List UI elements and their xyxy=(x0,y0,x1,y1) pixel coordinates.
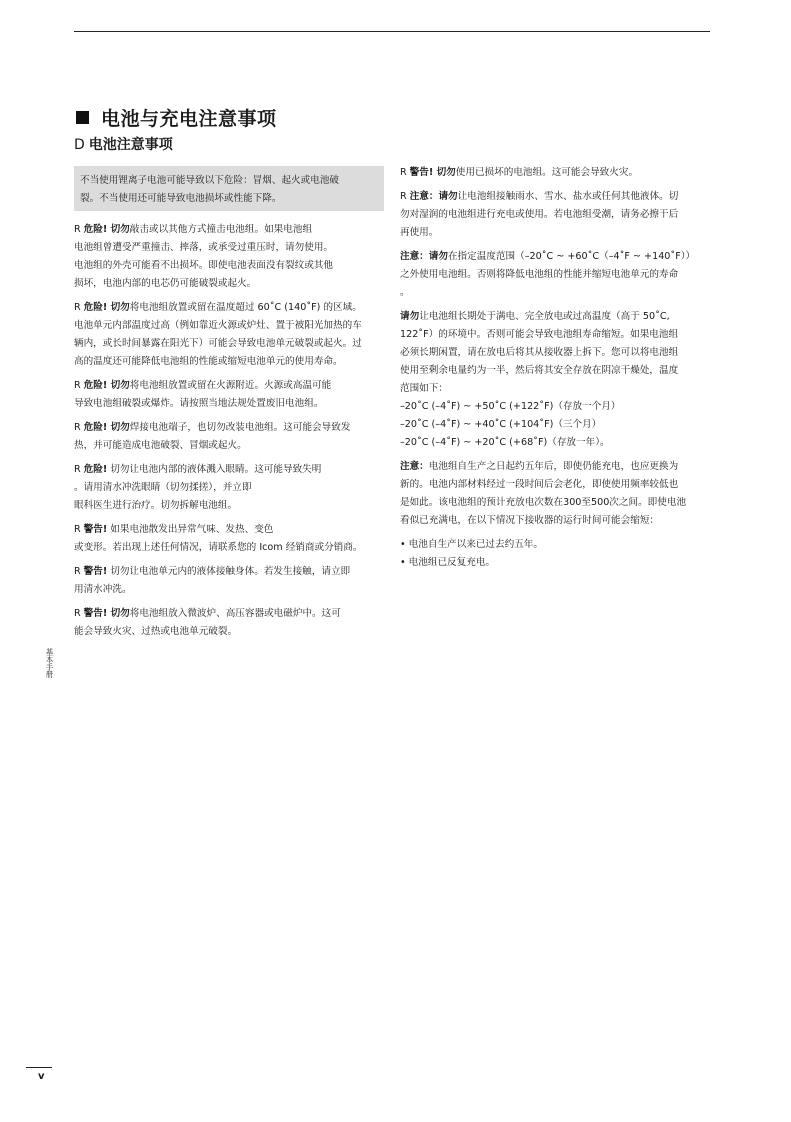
paragraph-line xyxy=(74,623,384,641)
warning-label: 警告! xyxy=(83,524,108,535)
paragraph-line xyxy=(74,377,384,395)
paragraph xyxy=(74,521,384,557)
paragraph-text: 电池组曾遭受严重撞击、摔落，或承受过重压时，请勿使用。 xyxy=(74,242,334,253)
paragraph-line xyxy=(74,521,384,539)
warning-marker: R xyxy=(400,167,407,178)
paragraph-text: 电池组自生产之日起约五年后，即使仍能充电，也应更换为 xyxy=(428,461,679,472)
warning-label: 注意： xyxy=(400,461,429,472)
paragraph-text: 将电池组放置或留在温度超过 60˚C (140˚F) 的区域。 xyxy=(129,302,362,313)
paragraph-text: 将电池组放置或留在火源附近。火源或高温可能 xyxy=(129,380,332,391)
paragraph-text: 用清水冲洗。 xyxy=(74,584,132,595)
paragraph-line xyxy=(74,605,384,623)
bullet-dot-icon: • xyxy=(400,557,406,568)
warning-label: 注意：请勿 xyxy=(400,251,448,262)
warning-label: 警告! xyxy=(83,566,108,577)
paragraph-line xyxy=(400,380,710,398)
paragraph-line xyxy=(400,344,710,362)
paragraph-line xyxy=(74,257,384,275)
paragraph-text: 再使用。 xyxy=(400,227,439,238)
paragraph-text: 看似已充满电，在以下情况下接收器的运行时间可能会缩短： xyxy=(400,515,660,526)
page-number: v xyxy=(38,1071,45,1082)
paragraph-line xyxy=(400,164,710,182)
paragraph xyxy=(74,299,384,371)
paragraph-text: 辆内，或长时间暴露在阳光下）可能会导致电池单元破裂或起火。过 xyxy=(74,338,362,349)
section-title xyxy=(76,106,277,132)
paragraph-line xyxy=(74,437,384,455)
paragraph-line xyxy=(74,479,384,497)
paragraph xyxy=(400,308,710,452)
paragraph-text: 焊接电池端子，也切勿改装电池组。这可能会导致发 xyxy=(129,422,351,433)
warning-label: 请勿 xyxy=(400,311,420,322)
paragraph-line xyxy=(74,239,384,257)
note-line: 不当使用锂离子电池可能导致以下危险：冒烟、起火或电池破 xyxy=(80,175,340,186)
paragraph-text: –20˚C (–4˚F) ~ +40˚C (+104˚F)（三个月） xyxy=(400,419,602,430)
top-rule xyxy=(74,31,710,32)
paragraph xyxy=(400,188,710,242)
paragraph-line xyxy=(400,434,710,452)
paragraph-text: 切勿让电池单元内的液体接触身体。若发生接触，请立即 xyxy=(107,566,351,577)
paragraph-line xyxy=(74,317,384,335)
paragraph-line xyxy=(400,206,710,224)
subsection-title-text: 电池注意事项 xyxy=(88,137,173,153)
paragraph-line xyxy=(74,275,384,293)
paragraph-text: 。请用清水冲洗眼睛（切勿揉搓），并立即 xyxy=(74,482,252,493)
paragraph-text: 眼科医生进行治疗。切勿拆解电池组。 xyxy=(74,500,238,511)
paragraph-text: 高的温度还可能降低电池组的性能或缩短电池单元的使用寿命。 xyxy=(74,356,343,367)
paragraph-text: 范围如下： xyxy=(400,383,448,394)
warning-marker: R xyxy=(74,422,81,433)
paragraph-line xyxy=(400,248,710,266)
warning-label: 危险! 切勿 xyxy=(83,422,130,433)
paragraph-text: 或变形。若出现上述任何情况，请联系您的 Icom 经销商或分销商。 xyxy=(74,542,363,553)
warning-label: 警告! 切勿 xyxy=(83,608,130,619)
paragraph-text: 让电池组长期处于满电、完全放电或过高温度（高于 50˚C, xyxy=(419,311,670,322)
paragraph-text: –20˚C (–4˚F) ~ +50˚C (+122˚F)（存放一个月） xyxy=(400,401,621,412)
paragraph-text: 如果电池散发出异常气味、发热、变色 xyxy=(107,524,274,535)
paragraph-line xyxy=(74,221,384,239)
paragraph-line xyxy=(400,476,710,494)
paragraph-text: 使用至剩余电量约为一半，然后将其安全存放在阴凉干燥处，温度 xyxy=(400,365,679,376)
paragraph-text: 电池单元内部温度过高（例如靠近火源或炉灶、置于被阳光加热的车 xyxy=(74,320,362,331)
paragraph xyxy=(400,164,710,182)
paragraph xyxy=(74,419,384,455)
paragraph-line xyxy=(74,299,384,317)
paragraph-line xyxy=(400,458,710,476)
paragraph-text: 导致电池组破裂或爆炸。请按照当地法规处置废旧电池组。 xyxy=(74,398,324,409)
paragraph-text: –20˚C (–4˚F) ~ +20˚C (+68˚F)（存放一年）。 xyxy=(400,437,610,448)
section-title-text: 电池与充电注意事项 xyxy=(101,108,277,130)
paragraph xyxy=(400,458,710,530)
warning-label: 危险! xyxy=(83,464,108,475)
paragraph-text: 。 xyxy=(400,287,410,298)
bullet-item xyxy=(400,554,710,572)
paragraph-line xyxy=(400,188,710,206)
bottom-rule xyxy=(26,1067,52,1068)
paragraph-line xyxy=(74,419,384,437)
paragraph-text: 将电池组放入微波炉、高压容器或电磁炉中。这可 xyxy=(129,608,341,619)
paragraph xyxy=(400,248,710,302)
paragraph-text: 损坏，电池内部的电芯仍可能破裂或起火。 xyxy=(74,278,257,289)
bullet-item xyxy=(400,536,710,554)
warning-note-box xyxy=(74,166,384,211)
paragraph-text: 使用已损坏的电池组。这可能会导致火灾。 xyxy=(455,167,639,178)
paragraph xyxy=(74,563,384,599)
paragraph-line xyxy=(400,362,710,380)
paragraph-text: 之外使用电池组。否则将降低电池组的性能并缩短电池单元的寿命 xyxy=(400,269,679,280)
warning-label: 危险! 切勿 xyxy=(83,224,130,235)
warning-marker: R xyxy=(74,380,81,391)
paragraph-text: 热，并可能造成电池破裂、冒烟或起火。 xyxy=(74,440,247,451)
paragraph-line xyxy=(400,326,710,344)
bullet-text: 电池自生产以来已过去约五年。 xyxy=(408,539,543,550)
right-column xyxy=(400,164,710,572)
paragraph-line xyxy=(74,581,384,599)
warning-marker: R xyxy=(74,302,81,313)
square-bullet-icon xyxy=(76,111,89,124)
warning-marker: R xyxy=(74,464,81,475)
warning-label: 危险! 切勿 xyxy=(83,380,130,391)
paragraph-text: 在指定温度范围（–20˚C ~ +60˚C（–4˚F ~ +140˚F）） xyxy=(447,251,696,262)
warning-marker: R xyxy=(400,191,407,202)
paragraph-line xyxy=(74,335,384,353)
paragraph xyxy=(74,461,384,515)
paragraph xyxy=(74,221,384,293)
paragraph-text: 必须长期闲置，请在放电后将其从接收器上拆下。您可以将电池组 xyxy=(400,347,679,358)
note-line: 裂。不当使用还可能导致电池损坏或性能下降。 xyxy=(80,193,282,204)
paragraph-text: 122˚F）的环境中。否则可能会导致电池组寿命缩短。如果电池组 xyxy=(400,329,679,340)
paragraph-line xyxy=(400,494,710,512)
paragraph-line xyxy=(74,461,384,479)
bullet-list xyxy=(400,536,710,572)
paragraph-line xyxy=(74,353,384,371)
paragraph-text: 让电池组接触雨水、雪水、盐水或任何其他液体。切 xyxy=(457,191,679,202)
paragraph-line xyxy=(400,308,710,326)
paragraph-text: 是如此。该电池组的预计充放电次数在300至500次之间。即使电池 xyxy=(400,497,687,508)
paragraph-line xyxy=(400,416,710,434)
paragraph-text: 勿对湿润的电池组进行充电或使用。若电池组受潮，请务必擦干后 xyxy=(400,209,679,220)
left-paragraph-list xyxy=(74,221,384,641)
paragraph-line xyxy=(400,398,710,416)
paragraph-line xyxy=(400,512,710,530)
warning-marker: R xyxy=(74,566,81,577)
warning-marker: R xyxy=(74,224,81,235)
paragraph-text: 敲击或以其他方式撞击电池组。如果电池组 xyxy=(129,224,313,235)
paragraph-line xyxy=(74,497,384,515)
bullet-dot-icon: • xyxy=(400,539,406,550)
side-label: 基本手册 xyxy=(45,648,54,678)
left-column xyxy=(74,166,384,647)
subsection-title xyxy=(74,135,173,155)
warning-marker: R xyxy=(74,524,81,535)
paragraph-line xyxy=(400,224,710,242)
paragraph-text: 能会导致火灾、过热或电池单元破裂。 xyxy=(74,626,238,637)
warning-label: 警告! 切勿 xyxy=(409,167,456,178)
warning-label: 危险! 切勿 xyxy=(83,302,130,313)
paragraph xyxy=(74,377,384,413)
paragraph-line xyxy=(74,395,384,413)
paragraph-line xyxy=(400,284,710,302)
paragraph-line xyxy=(74,563,384,581)
warning-marker: R xyxy=(74,608,81,619)
right-paragraph-list xyxy=(400,164,710,530)
warning-label: 注意：请勿 xyxy=(409,191,458,202)
paragraph-line xyxy=(74,539,384,557)
paragraph-line xyxy=(400,266,710,284)
paragraph xyxy=(74,605,384,641)
bullet-text: 电池组已反复充电。 xyxy=(408,557,496,568)
paragraph-text: 切勿让电池内部的液体溅入眼睛。这可能导致失明 xyxy=(107,464,322,475)
paragraph-text: 电池组的外壳可能看不出损坏。即使电池表面没有裂纹或其他 xyxy=(74,260,334,271)
subsection-marker: D xyxy=(74,137,85,153)
paragraph-text: 新的。电池内部材料经过一段时间后会老化，即使使用频率较低也 xyxy=(400,479,679,490)
